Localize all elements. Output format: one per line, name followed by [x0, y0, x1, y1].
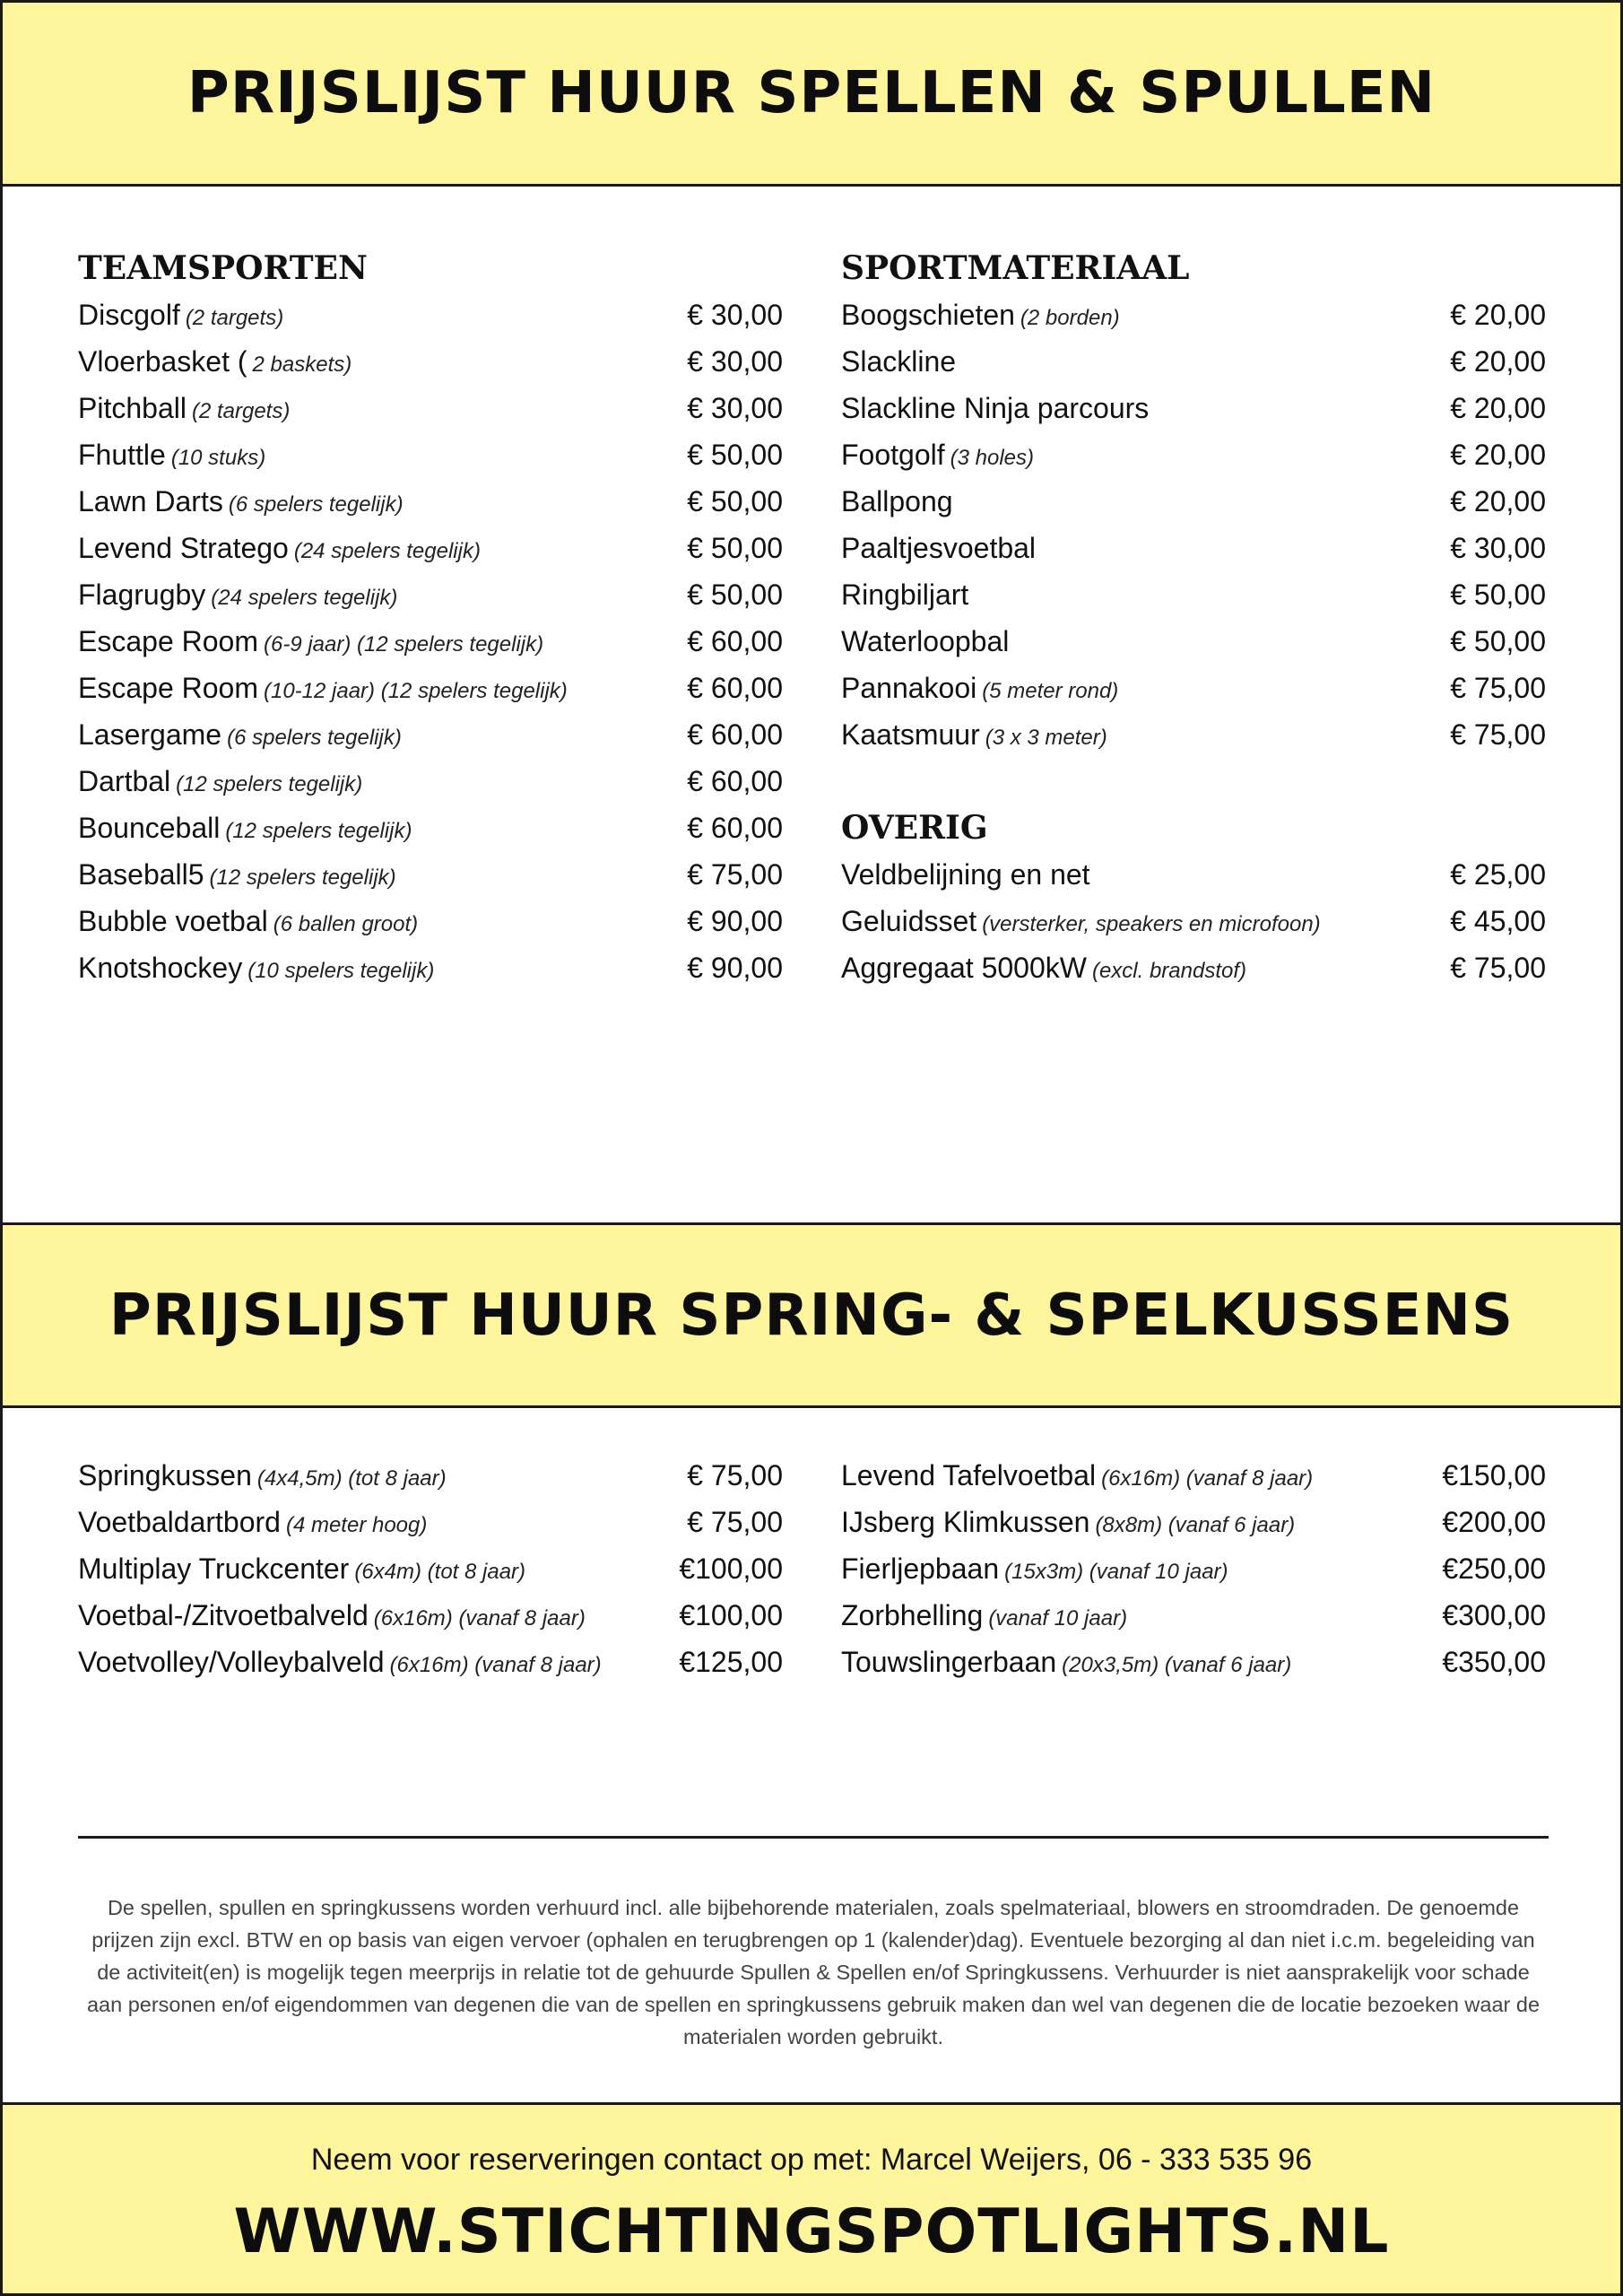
item-note: (6x16m) (vanaf 8 jaar) [389, 1653, 602, 1677]
price-row-label [841, 898, 1321, 951]
price-row-label [78, 571, 397, 624]
item-price: € 50,00 [687, 439, 783, 471]
item-name: Lasergame [78, 718, 222, 751]
price-row [841, 1545, 1546, 1592]
item-name: Voetvolley/Volleybalveld [78, 1646, 385, 1678]
price-row [78, 525, 783, 571]
page-title: PRIJSLIJST HUUR SPELLEN & SPULLEN [187, 60, 1436, 126]
item-name: Fierljepbaan [841, 1552, 1000, 1585]
price-row-label [78, 711, 402, 764]
item-name: Aggregaat 5000kW [841, 952, 1087, 984]
overig-heading: OVERIG [841, 809, 988, 847]
item-note: (8x8m) (vanaf 6 jaar) [1095, 1513, 1296, 1537]
item-price: € 50,00 [1450, 578, 1546, 611]
item-price: € 20,00 [1450, 299, 1546, 331]
item-price: € 45,00 [1450, 905, 1546, 937]
item-name: Vloerbasket ( [78, 345, 247, 378]
item-name: Pitchball [78, 392, 187, 424]
price-row-label [841, 431, 1034, 484]
price-row-label [78, 665, 568, 718]
item-name: Escape Room [78, 672, 258, 704]
item-note: (12 spelers tegelijk) [209, 865, 396, 890]
price-row-label [78, 291, 283, 344]
price-row-label [841, 851, 1090, 904]
kussens-left-column [78, 1452, 783, 1685]
price-row-label [841, 1452, 1313, 1505]
item-name: Voetbaldartbord [78, 1506, 281, 1538]
item-price: €150,00 [1442, 1459, 1546, 1492]
item-name: Waterloopbal [841, 625, 1010, 657]
item-note: (10 stuks) [170, 446, 266, 470]
item-price: € 50,00 [687, 485, 783, 517]
item-price: € 60,00 [687, 765, 783, 797]
item-price: € 50,00 [687, 532, 783, 564]
overig-list [841, 851, 1546, 991]
item-price: € 25,00 [1450, 858, 1546, 891]
item-note: (excl. brandstof) [1091, 959, 1247, 983]
item-note: (2 targets) [191, 399, 291, 423]
price-row [841, 665, 1546, 711]
price-row-label [841, 571, 968, 624]
price-row [78, 431, 783, 478]
item-price: € 75,00 [1450, 952, 1546, 984]
item-name: Paaltjesvoetbal [841, 532, 1037, 564]
price-row-label [78, 1592, 586, 1645]
sportmateriaal-heading: SPORTMATERIAAL [841, 249, 1190, 287]
item-name: Geluidsset [841, 905, 977, 937]
item-price: €250,00 [1442, 1552, 1546, 1585]
item-price: €200,00 [1442, 1506, 1546, 1538]
price-row [841, 431, 1546, 478]
item-name: Boogschieten [841, 299, 1015, 331]
price-row [841, 571, 1546, 618]
price-row-label [841, 385, 1149, 438]
item-price: € 60,00 [687, 718, 783, 751]
price-row-label [841, 291, 1120, 344]
item-price: €100,00 [679, 1599, 783, 1631]
item-price: € 60,00 [687, 672, 783, 704]
contact-text: Neem voor reserveringen contact op met: Marcel Weijers, 06 - 333 535 96 [310, 2143, 1313, 2177]
item-note: (24 spelers tegelijk) [211, 586, 398, 610]
price-row [78, 898, 783, 944]
item-price: €125,00 [679, 1646, 783, 1678]
sportmateriaal-column [841, 245, 1546, 991]
item-note: (6x4m) (tot 8 jaar) [354, 1560, 526, 1584]
item-name: Bubble voetbal [78, 905, 268, 937]
item-price: € 20,00 [1450, 392, 1546, 424]
item-price: € 50,00 [1450, 625, 1546, 657]
item-name: Lawn Darts [78, 485, 223, 517]
item-price: € 30,00 [687, 345, 783, 378]
sportmateriaal-list [841, 291, 1546, 758]
item-name: Multiplay Truckcenter [78, 1552, 350, 1585]
price-row [78, 1452, 783, 1499]
item-note: (15x3m) (vanaf 10 jaar) [1004, 1560, 1228, 1584]
item-price: €350,00 [1442, 1646, 1546, 1678]
price-row [78, 944, 783, 991]
price-row-label [78, 851, 396, 904]
item-note: (3 x 3 meter) [985, 726, 1107, 750]
item-price: € 75,00 [687, 1459, 783, 1492]
price-row [841, 385, 1546, 431]
item-note: (4 meter hoog) [285, 1513, 428, 1537]
item-note: (3 holes) [950, 446, 1034, 470]
price-row-label [841, 618, 1009, 671]
price-row-label [78, 758, 362, 811]
item-name: Levend Stratego [78, 532, 289, 564]
price-row-label [78, 431, 265, 484]
item-price: € 90,00 [687, 952, 783, 984]
price-row [78, 478, 783, 525]
price-row-label [841, 478, 953, 531]
price-row-label [841, 944, 1246, 997]
item-name: Flagrugby [78, 578, 206, 611]
teamsporten-column [78, 245, 783, 991]
price-row-label [78, 385, 290, 438]
item-name: Dartbal [78, 765, 171, 797]
item-price: € 20,00 [1450, 485, 1546, 517]
item-note: (6 spelers tegelijk) [227, 726, 402, 750]
item-name: Fhuttle [78, 439, 166, 471]
item-name: Springkussen [78, 1459, 252, 1492]
price-row [841, 291, 1546, 338]
price-row [841, 478, 1546, 525]
price-row [78, 804, 783, 851]
item-name: Ringbiljart [841, 578, 969, 611]
kussens-title: PRIJSLIJST HUUR SPRING- & SPELKUSSENS [108, 1282, 1515, 1349]
price-row [78, 571, 783, 618]
price-row [78, 1499, 783, 1545]
kussens-left-list [78, 1452, 783, 1685]
price-row-label [78, 1452, 447, 1505]
item-note: (6 spelers tegelijk) [228, 492, 404, 517]
price-row-label [78, 478, 404, 531]
price-row-label [841, 1545, 1228, 1598]
price-row [841, 1592, 1546, 1639]
item-name: Escape Room [78, 625, 258, 657]
item-name: Touwslingerbaan [841, 1646, 1057, 1678]
item-name: Kaatsmuur [841, 718, 980, 751]
item-note: (6x16m) (vanaf 8 jaar) [373, 1606, 586, 1631]
item-price: € 30,00 [687, 299, 783, 331]
item-name: Discgolf [78, 299, 180, 331]
price-row-label [841, 525, 1036, 578]
price-row [78, 1639, 783, 1685]
item-name: Slackline Ninja parcours [841, 392, 1150, 424]
teamsporten-list [78, 291, 783, 991]
item-price: € 75,00 [687, 858, 783, 891]
item-price: € 30,00 [687, 392, 783, 424]
item-note: (2 borden) [1020, 306, 1120, 330]
price-row-label [78, 525, 481, 578]
item-price: € 60,00 [687, 625, 783, 657]
price-row [841, 618, 1546, 665]
item-note: (24 spelers tegelijk) [293, 539, 481, 563]
price-row [78, 291, 783, 338]
item-price: € 90,00 [687, 905, 783, 937]
item-note: (12 spelers tegelijk) [225, 819, 412, 843]
price-row [78, 1592, 783, 1639]
kussens-right-column [841, 1452, 1546, 1685]
item-note: (20x3,5m) (vanaf 6 jaar) [1062, 1653, 1292, 1677]
item-price: € 75,00 [1450, 718, 1546, 751]
item-note: (vanaf 10 jaar) [988, 1606, 1128, 1631]
item-name: Knotshockey [78, 952, 243, 984]
divider-line [78, 1836, 1549, 1839]
price-row-label [841, 338, 956, 391]
price-row-label [841, 711, 1107, 764]
item-name: Pannakooi [841, 672, 977, 704]
price-row-label [841, 665, 1118, 718]
price-row [78, 758, 783, 804]
item-name: Slackline [841, 345, 957, 378]
item-price: € 75,00 [687, 1506, 783, 1538]
item-note: (versterker, speakers en microfoon) [982, 912, 1321, 936]
item-name: Veldbelijning en net [841, 858, 1090, 891]
price-row [841, 525, 1546, 571]
item-price: € 50,00 [687, 578, 783, 611]
price-row-label [78, 1499, 427, 1552]
item-name: Baseball5 [78, 858, 204, 891]
price-row [841, 1452, 1546, 1499]
item-price: € 30,00 [1450, 532, 1546, 564]
price-row-label [78, 1545, 525, 1598]
item-note: (4x4,5m) (tot 8 jaar) [256, 1466, 447, 1491]
price-row-label [78, 338, 352, 391]
item-note: (2 targets) [185, 306, 284, 330]
teamsporten-heading: TEAMSPORTEN [78, 249, 368, 287]
disclaimer-text: De spellen, spullen en springkussens worden verhuurd incl. alle bijbehorende materialen, zoals spelmateriaal, blowers en stroomdraden. De genoemde prijzen zijn excl. BTW en op basis van eigen vervoer (ophalen en terugbrengen op 1 (kalender)dag). Eventuele bezorging al dan niet i.c.m. begeleiding van de activiteit(en) is mogelijk tegen meerprijs in relatie tot de gehuurde Spullen & Spellen en/of Springkussens. Verhuurder is niet aansprakelijk voor schade aan personen en/of eigendommen van degenen die van de spellen en springkussens gebruik maken dan wel van degenen die de locatie bezoeken waar de materialen worden gebruikt. [86, 1896, 1541, 2048]
price-row-label [78, 618, 543, 671]
price-row [78, 851, 783, 898]
price-row-label [841, 1592, 1127, 1645]
price-row [841, 338, 1546, 385]
item-price: € 60,00 [687, 812, 783, 844]
price-row-label [78, 1639, 602, 1692]
kussens-right-list [841, 1452, 1546, 1685]
item-note: (6 ballen groot) [273, 912, 419, 936]
website-link[interactable]: WWW.STICHTINGSPOTLIGHTS.NL [233, 2196, 1390, 2267]
item-name: Levend Tafelvoetbal [841, 1459, 1097, 1492]
price-row [841, 944, 1546, 991]
price-row-label [841, 1639, 1291, 1692]
price-row [78, 711, 783, 758]
item-name: Ballpong [841, 485, 953, 517]
price-row-label [78, 898, 418, 951]
price-row-label [841, 1499, 1295, 1552]
footer-band [3, 2102, 1620, 2293]
item-price: €100,00 [679, 1552, 783, 1585]
price-row [841, 1499, 1546, 1545]
item-name: Footgolf [841, 439, 945, 471]
item-note: (5 meter rond) [982, 679, 1119, 703]
price-row-label [78, 804, 412, 857]
item-note: (10-12 jaar) (12 spelers tegelijk) [263, 679, 568, 703]
item-price: €300,00 [1442, 1599, 1546, 1631]
price-row [841, 711, 1546, 758]
kussens-header-band [3, 1222, 1620, 1408]
item-note: (6-9 jaar) (12 spelers tegelijk) [263, 632, 544, 657]
item-name: Bounceball [78, 812, 221, 844]
price-row [78, 338, 783, 385]
price-row [78, 665, 783, 711]
price-row [78, 385, 783, 431]
item-price: € 75,00 [1450, 672, 1546, 704]
section-spacer [841, 758, 1546, 804]
item-note: 2 baskets) [252, 352, 352, 377]
header-band [3, 3, 1620, 187]
item-note: (12 spelers tegelijk) [176, 772, 363, 796]
item-name: Zorbhelling [841, 1599, 984, 1631]
item-note: (6x16m) (vanaf 8 jaar) [1101, 1466, 1314, 1491]
price-row [841, 851, 1546, 898]
item-price: € 20,00 [1450, 439, 1546, 471]
price-row-label [78, 944, 434, 997]
item-note: (10 spelers tegelijk) [247, 959, 435, 983]
price-row [78, 618, 783, 665]
price-row [841, 1639, 1546, 1685]
item-price: € 20,00 [1450, 345, 1546, 378]
price-row [841, 898, 1546, 944]
item-name: IJsberg Klimkussen [841, 1506, 1090, 1538]
item-name: Voetbal-/Zitvoetbalveld [78, 1599, 369, 1631]
price-row [78, 1545, 783, 1592]
